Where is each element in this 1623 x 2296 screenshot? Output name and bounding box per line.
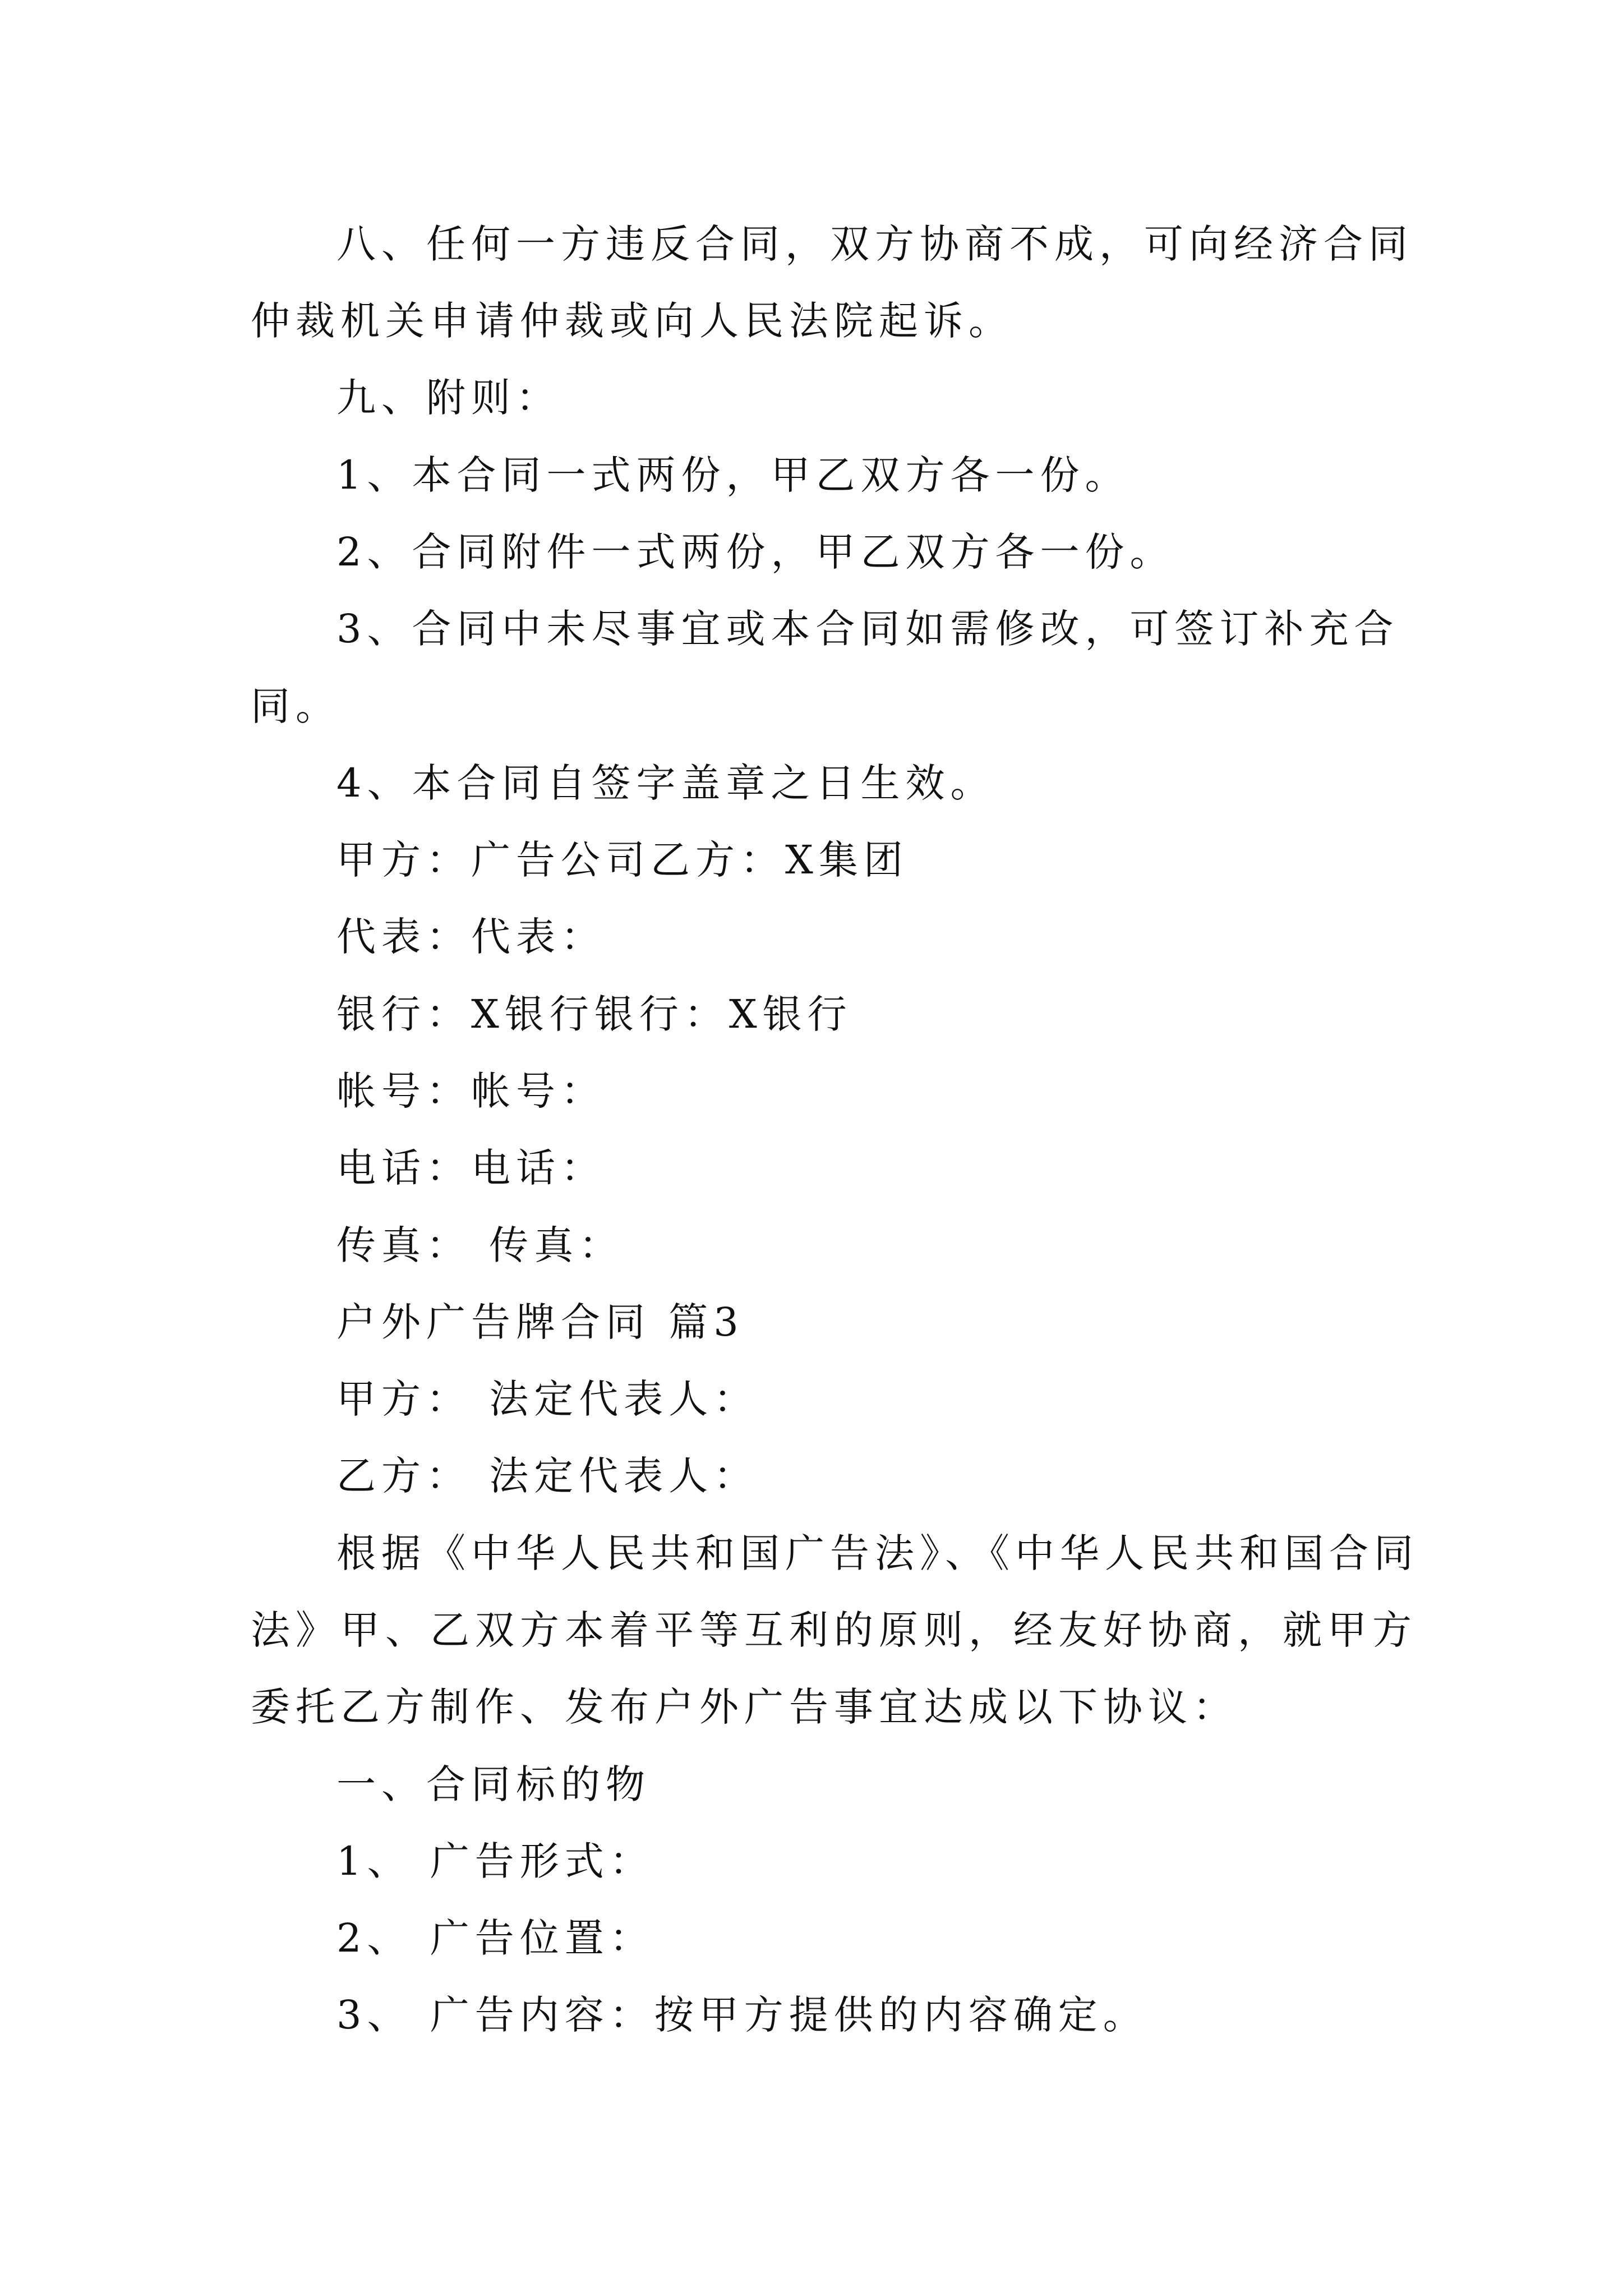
signature-bank: 银行：X银行银行：X银行 bbox=[336, 991, 852, 1037]
clause-8-line-2: 仲裁机关申请仲裁或向人民法院起诉。 bbox=[251, 298, 1013, 344]
clause-9-heading: 九、附则： bbox=[336, 375, 561, 421]
sub-item-1: 1、 广告形式： bbox=[336, 1838, 654, 1884]
heading-subject-matter: 一、合同标的物 bbox=[336, 1761, 651, 1807]
intro-line-3: 委托乙方制作、发布户外广告事宜达成以下协议： bbox=[251, 1684, 1238, 1730]
section-3-title: 户外广告牌合同 篇3 bbox=[336, 1299, 744, 1345]
sub-item-3: 3、 广告内容：按甲方提供的内容确定。 bbox=[336, 1992, 1148, 2038]
party-a-line: 甲方： 法定代表人： bbox=[336, 1376, 759, 1422]
intro-line-1: 根据《中华人民共和国广告法》、《中华人民共和国合同 bbox=[336, 1530, 1419, 1576]
item-2: 2、合同附件一式两份，甲乙双方各一份。 bbox=[336, 529, 1175, 575]
signature-fax: 传真： 传真： bbox=[336, 1222, 624, 1268]
signature-phone: 电话：电话： bbox=[336, 1145, 606, 1191]
signature-account: 帐号：帐号： bbox=[336, 1068, 606, 1114]
item-3-line-2: 同。 bbox=[251, 683, 340, 729]
item-1: 1、本合同一式两份，甲乙双方各一份。 bbox=[336, 452, 1130, 498]
party-b-line: 乙方： 法定代表人： bbox=[336, 1453, 759, 1499]
item-4: 4、本合同自签字盖章之日生效。 bbox=[336, 760, 995, 806]
item-3-line-1: 3、合同中未尽事宜或本合同如需修改，可签订补充合 bbox=[336, 606, 1399, 652]
signature-representative: 代表：代表： bbox=[336, 914, 606, 960]
intro-line-2: 法》甲、乙双方本着平等互利的原则，经友好协商，就甲方 bbox=[251, 1607, 1417, 1653]
clause-8-line-1: 八、任何一方违反合同，双方协商不成，可向经济合同 bbox=[336, 221, 1413, 267]
signature-parties: 甲方：广告公司乙方：X集团 bbox=[336, 837, 909, 883]
sub-item-2: 2、 广告位置： bbox=[336, 1915, 654, 1961]
